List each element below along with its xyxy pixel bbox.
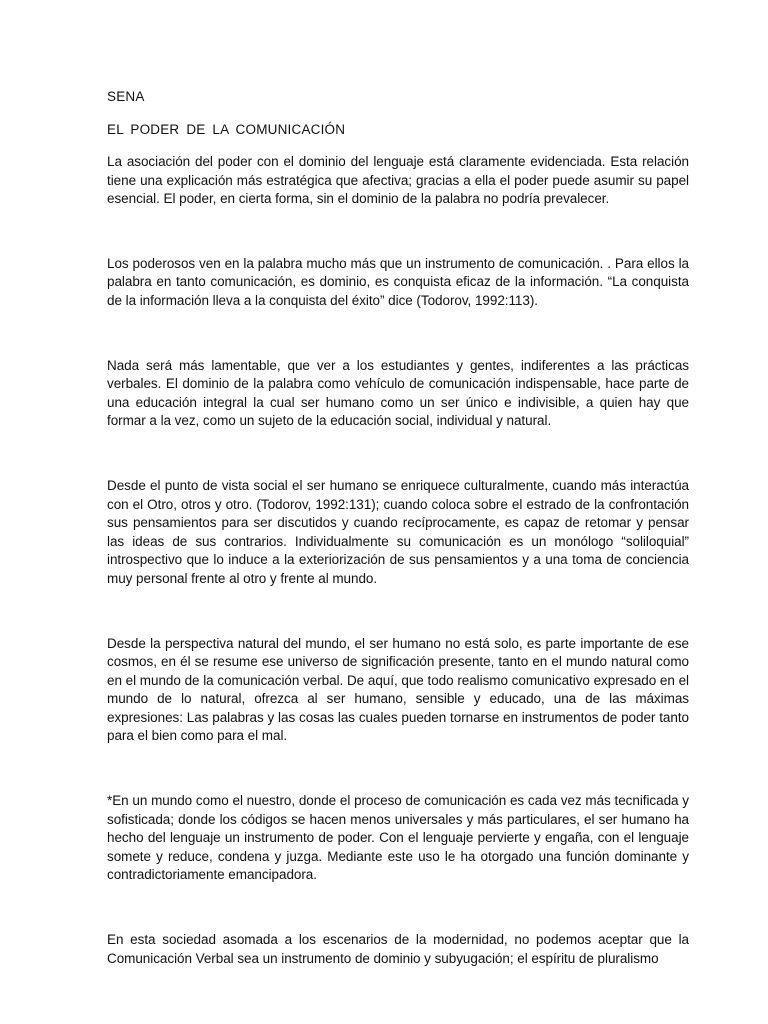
paragraph: La asociación del poder con el dominio del lenguaje está claramente evidenciada. Esta relación tiene una explicación más estratégica que afectiva; gracias a ella el poder puede asumir su papel esencial. El poder, en cierta forma, sin el dominio de la palabra no podría prevalecer. — [107, 154, 689, 207]
paragraph: *En un mundo como el nuestro, donde el proceso de comunicación es cada vez más tecnificada y sofisticada; donde los códigos se hacen menos universales y más particulares, el ser humano ha hecho del lenguaje un instrumento de poder. Con el lenguaje pervierte y engaña, con el lenguaje somete y reduce, condena y juzga. Mediante este uso le ha otorgado una función dominante y contradictoriamente emancipadora. — [107, 793, 689, 883]
paragraph: En esta sociedad asomada a los escenarios de la modernidad, no podemos aceptar que la Comunicación Verbal sea un instrumento de dominio y subyugación; el espíritu de pluralismo — [107, 932, 689, 966]
paragraph: Desde la perspectiva natural del mundo, el ser humano no está solo, es parte importante de ese cosmos, en él se resume ese universo de significación presente, tanto en el mundo natural como en el mundo de la comunicación verbal. De aquí, que todo realismo comunicativo expresado en el mundo de lo natural, ofrezca al ser humano, sensible y educado, una de las máximas expresiones: Las palabras y las cosas las cuales pueden tornarse en instrumentos de poder tanto para el bien como para el mal. — [107, 635, 689, 744]
document-page — [107, 88, 689, 1014]
paragraph: Nada será más lamentable, que ver a los estudiantes y gentes, indiferentes a las prácticas verbales. El dominio de la palabra como vehículo de comunicación indispensable, hace parte de una educación integral la cual ser humano como un ser único e indivisible, a quien hay que formar a la vez, como un sujeto de la educación social, individual y natural. — [107, 357, 689, 429]
paragraph: Desde el punto de vista social el ser humano se enriquece culturalmente, cuando más interactúa con el Otro, otros y otro. (Todorov, 1992:131); cuando coloca sobre el estrado de la confrontación sus pensamientos para ser discutidos y cuando recíprocamente, es capaz de retomar y pensar las ideas de sus contrarios. Individualmente su comunicación es un monólogo “soliloquial” introspectivo que lo induce a la exteriorización de sus pensamientos y a una toma de conciencia muy personal frente al otro y frente al mundo. — [107, 477, 689, 586]
document-header: SENA — [107, 89, 145, 104]
paragraph: Los poderosos ven en la palabra mucho más que un instrumento de comunicación. . Para ellos la palabra en tanto comunicación, es dominio, es conquista eficaz de la información. “La conquista de la información lleva a la conquista del éxito” dice (Todorov, 1992:113). — [107, 255, 689, 308]
document-title: EL PODER DE LA COMUNICACIÓN — [107, 122, 346, 137]
